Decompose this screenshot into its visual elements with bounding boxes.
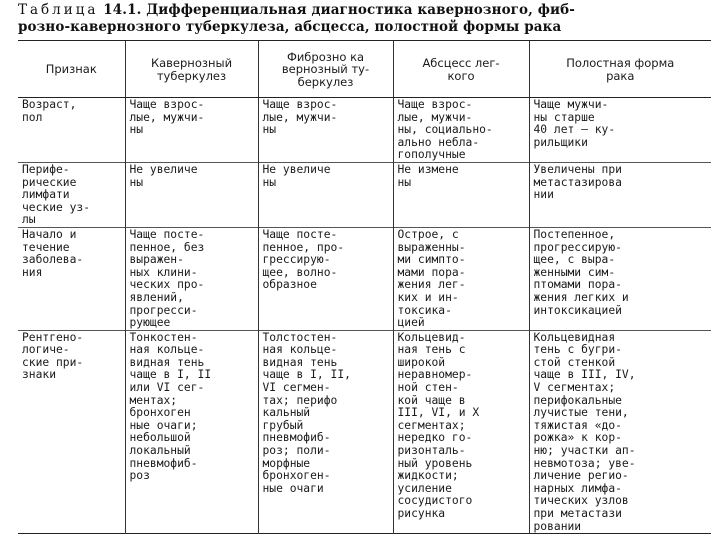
table-cell: Толстостен- ная кольце- видная тень чаще в I, II, VI сегмен- тах; перифо кальный грубый пневмофиб- роз; поли- морфные бронхоген- ные очаги — [258, 330, 393, 534]
table-header-row — [18, 41, 711, 98]
caption-label: Таблица — [18, 2, 99, 18]
table-cell: Кольцевид- ная тень с широкой неравномер- ной стен- кой чаще в III, VI, и X сегментах; нередко го- ризонталь- ный уровень жидкости; усиление сосудистого рисунка — [393, 330, 529, 534]
table-cell: Увеличены при метастазирова нии — [529, 162, 711, 227]
caption-number: 14.1. — [103, 2, 142, 18]
table-row — [18, 330, 711, 534]
table-cell: Не увеличе ны — [258, 162, 393, 227]
row-label: Рентгено- логиче- ские при- знаки — [22, 330, 84, 382]
table-cell: Острое, с выраженны- ми симпто- мами пора- жения лег- ких и ин- токсика- цией — [393, 227, 529, 330]
table-cell: Кольцевидная тень с бугри- стой стенкой чаще в III, IV, V сегментах; перифокальные лучистые тени, тяжистая «до- рожка» к кор- ню; участки ап- невмотоза; уве- личение регио- нарных лимфа- тических узлов при метастази ровании — [529, 330, 711, 534]
header-fibrous-cavernous-tb: Фиброзно ка вернозный ту- беркулез — [258, 41, 393, 98]
table-cell: Чаще взрос- лые, мужчи- ны — [125, 98, 258, 163]
table-cell: Чаще посте- пенное, про- грессирую- щее, волно- образное — [258, 227, 393, 330]
table-cell: Постепенное, прогрессирую- щее, с выра- женными сим- птомами пора- жения легких и интоксикацией — [529, 227, 711, 330]
header-lung-abscess: Абсцесс лег- кого — [393, 41, 529, 98]
row-label: Перифе- рические лимфати ческие уз- лы — [22, 162, 91, 227]
table-cell: Не увеличе ны — [125, 162, 258, 227]
row-label: Начало и течение заболева- ния — [22, 227, 84, 279]
table-cell: Чаще взрос- лые, мужчи- ны — [258, 98, 393, 163]
table-cell: Чаще мужчи- ны старше 40 лет — ку- рильщики — [529, 98, 711, 163]
diagnosis-table — [18, 40, 711, 534]
table-cell: Чаще посте- пенное, без выражен- ных клини- ческих про- явлений, прогресси- рующее — [125, 227, 258, 330]
caption-text-line1: Дифференциальная диагностика кавернозного, фиб- — [146, 2, 575, 18]
table-caption — [18, 2, 708, 36]
header-cavitary-cancer: Полостная форма рака — [529, 41, 711, 98]
caption-text-line2: розно-кавернозного туберкулеза, абсцесса, полостной формы рака — [18, 19, 562, 35]
table-cell: Чаще взрос- лые, мужчи- ны, социально- ально небла- гополучные — [393, 98, 529, 163]
table-row — [18, 162, 711, 227]
table-row — [18, 227, 711, 330]
header-cavernous-tb: Кавернозный туберкулез — [125, 41, 258, 98]
table-row — [18, 98, 711, 163]
table-cell: Не измене ны — [393, 162, 529, 227]
table-cell: Тонкостен- ная кольце- видная тень чаще в I, II или VI сег- ментах; бронхоген ные очаги; небольшой локальный пневмофиб- роз — [125, 330, 258, 534]
row-label: Возраст, пол — [22, 98, 77, 124]
header-sign: Признак — [18, 41, 125, 98]
